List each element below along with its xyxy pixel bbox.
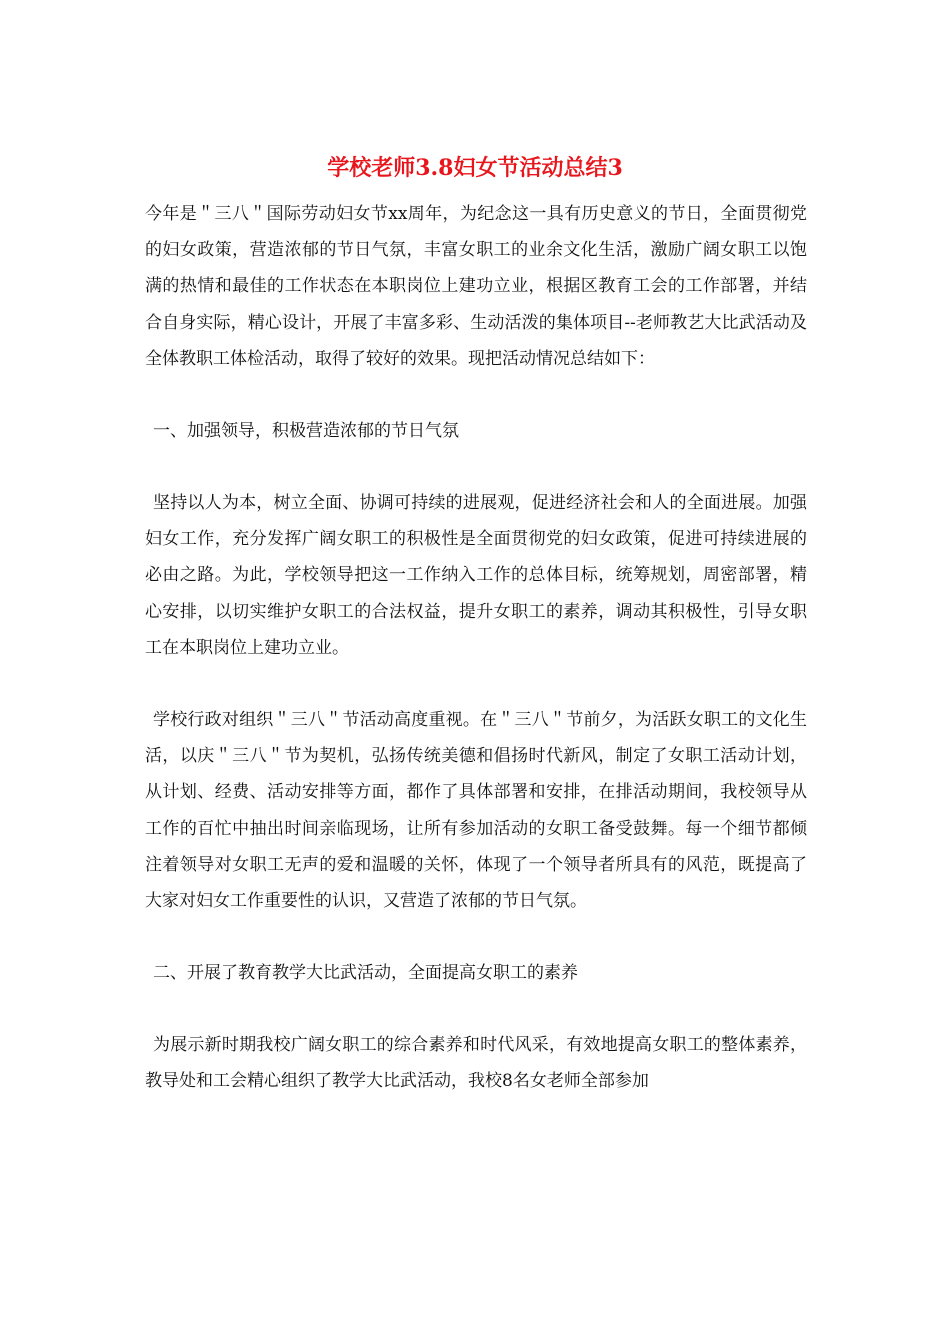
paragraph-gap — [145, 666, 807, 702]
document-body — [145, 196, 807, 1100]
paragraph-gap — [145, 449, 807, 485]
document-title: 学校老师3.8妇女节活动总结3 — [327, 155, 623, 181]
paragraph-2: 学校行政对组织＂三八＂节活动高度重视。在＂三八＂节前夕，为活跃女职工的文化生活，以庆＂三八＂节为契机，弘扬传统美德和倡扬时代新风，制定了女职工活动计划，从计划、经费、活动安排等方面，都作了具体部署和安排，在排活动期间，我校领导从工作的百忙中抽出时间亲临现场，让所有参加活动的女职工备受鼓舞。每一个细节都倾注着领导对女职工无声的爱和温暖的关怀，体现了一个领导者所具有的风范，既提高了大家对妇女工作重要性的认识，又营造了浓郁的节日气氛。 — [145, 710, 807, 912]
paragraph-gap — [145, 377, 807, 413]
intro-paragraph: 今年是＂三八＂国际劳动妇女节xx周年，为纪念这一具有历史意义的节日，全面贯彻党的妇女政策，营造浓郁的节日气氛，丰富女职工的业余文化生活，激励广阔女职工以饱满的热情和最佳的工作状态在本职岗位上建功立业，根据区教育工会的工作部署，并结合自身实际，精心设计，开展了丰富多彩、生动活泼的集体项目--老师教艺大比武活动及全体教职工体检活动，取得了较好的效果。现把活动情况总结如下： — [145, 204, 807, 369]
paragraph-1: 坚持以人为本，树立全面、协调可持续的进展观，促进经济社会和人的全面进展。加强妇女工作，充分发挥广阔女职工的积极性是全面贯彻党的妇女政策，促进可持续进展的必由之路。为此，学校领导把这一工作纳入工作的总体目标，统筹规划，周密部署，精心安排，以切实维护女职工的合法权益，提升女职工的素养，调动其积极性，引导女职工在本职岗位上建功立业。 — [145, 493, 807, 658]
paragraph-gap — [145, 919, 807, 955]
paragraph-gap — [145, 991, 807, 1027]
section-heading-2: 二、开展了教育教学大比武活动，全面提高女职工的素养 — [153, 963, 578, 984]
section-heading-1: 一、加强领导，积极营造浓郁的节日气氛 — [153, 421, 459, 442]
paragraph-3: 为展示新时期我校广阔女职工的综合素养和时代风采，有效地提高女职工的整体素养，教导处和工会精心组织了教学大比武活动，我校8名女老师全部参加 — [145, 1035, 807, 1092]
